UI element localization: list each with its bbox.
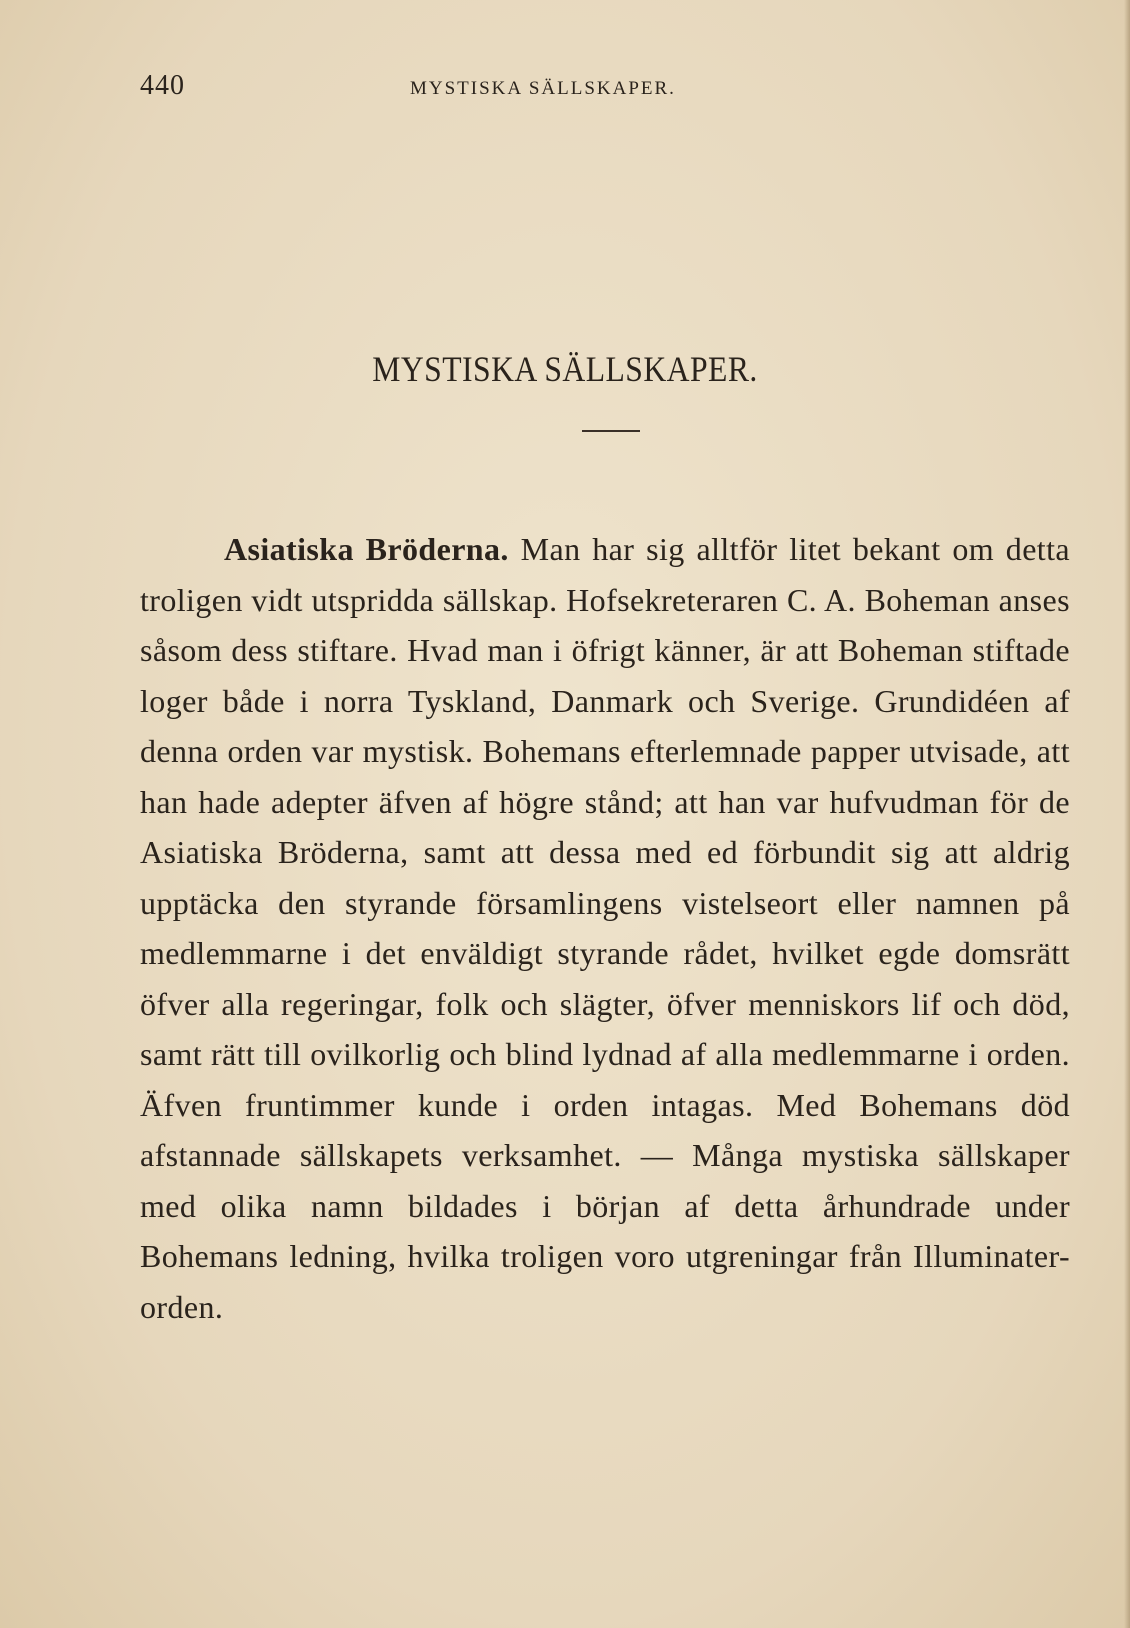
page-number: 440 <box>140 70 185 101</box>
paragraph-text: Man har sig alltför litet bekant om detta troligen vidt utspridda sällskap. Hofsekreteraren C. A. Boheman anses såsom dess stiftare. Hvad man i öfrigt känner, är att Boheman stiftade loger både i norra Tyskland, Danmark och Sverige. Grundidéen af denna orden var mystisk. Bohemans efterlemnade papper utvisade, att han hade adepter äfven af högre stånd; att han var hufvudman för de Asiatiska Bröderna, samt att dessa med ed förbundit sig att aldrig upptäcka den styrande församlingens vistelseort eller namnen på medlemmarne i det enväldigt styrande rådet, hvilket egde domsrätt öfver alla regeringar, folk och slägter, öfver menniskors lif och död, samt rätt till ovilkorlig och blind lydnad af alla medlemmarne i orden. Äfven fruntimmer kunde i orden intagas. Med Bohemans död afstannade sällskapets verksamhet. — Många mystiska sällskaper med olika namn bildades i början af detta århundrade under Bohemans ledning, hvilka troligen voro utgreningar från Illuminater-orden. <box>140 531 1070 1325</box>
running-head <box>140 70 1070 110</box>
body-paragraph <box>140 524 1070 1332</box>
chapter-title: MYSTISKA SÄLLSKAPER. <box>372 349 758 389</box>
lead-term: Asiatiska Bröderna. <box>224 531 509 567</box>
page-edge <box>1124 0 1130 1628</box>
running-title: MYSTISKA SÄLLSKAPER. <box>410 78 676 99</box>
title-divider <box>582 430 640 432</box>
